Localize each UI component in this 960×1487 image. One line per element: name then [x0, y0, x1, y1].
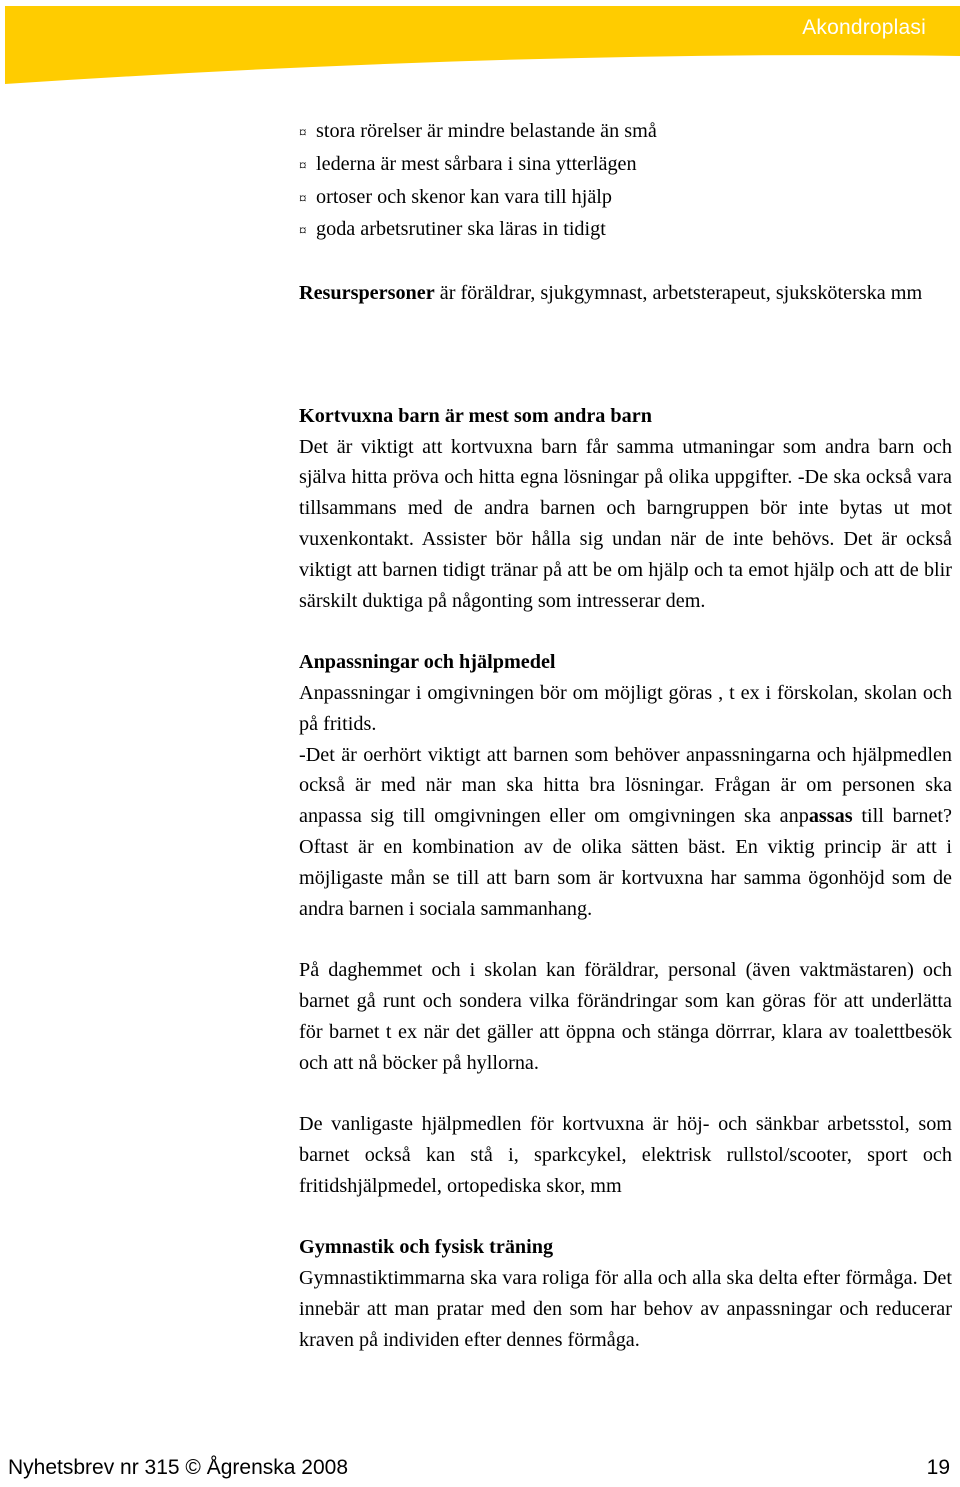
header-banner	[0, 0, 960, 90]
page-footer	[8, 1456, 950, 1480]
paragraph-hjalpmedel: De vanligaste hjälpmedlen för kortvuxna är höj- och sänkbar arbetsstol, som barnet också kan stå i, sparkcykel, elektrisk rullstol/scooter, sport och fritidshjälpmedel, ortopediska skor, mm	[299, 1113, 952, 1197]
section-heading-kortvuxna: Kortvuxna barn är mest som andra barn	[299, 404, 652, 427]
section-body-anpassningar-2	[299, 740, 952, 925]
paragraph-daghemmet: På daghemmet och i skolan kan föräldrar, personal (även vaktmästaren) och barnet gå runt och sondera vilka förändringar som kan göras för att underlätta för barnet t ex när det gäller att öppna och stänga dörrrar, klara av toalettbesök och att nå böcker på hyllorna.	[299, 959, 952, 1074]
header-title: Akondroplasi	[802, 16, 926, 39]
bullet-icon: ¤	[299, 125, 307, 141]
list-item	[299, 182, 952, 215]
resource-persons-text: är föräldrar, sjukgymnast, arbetsterapeut, sjuksköterska mm	[434, 281, 923, 304]
body-text: till barnet? Oftast är en kombination av de olika sätten bäst. En viktig princip är att i möjligaste mån se till att barn som är kortvuxna har samma ögonhöjd som de andra barnen i sociala sammanhang.	[299, 805, 952, 920]
section-body-anpassningar-1: Anpassningar i omgivningen bör om möjligt göras , t ex i förskolan, skolan och på fritids.	[299, 681, 952, 735]
bullet-icon: ¤	[299, 223, 307, 240]
bold-fragment: assas	[808, 805, 853, 828]
list-item	[299, 214, 952, 247]
body-text: -Det är oerhört viktigt att barnen som behöver anpassningarna och hjälpmedlen också är med när man ska hitta bra lösningar. Frågan är om personen ska anpassa sig till omgivningen eller om omgivningen ska anp	[299, 743, 952, 828]
list-item	[299, 149, 952, 182]
footer-publication: Nyhetsbrev nr 315 © Ågrenska 2008	[8, 1456, 348, 1479]
section-heading-anpassningar: Anpassningar och hjälpmedel	[299, 651, 556, 674]
bullet-list	[299, 116, 952, 247]
banner-shape	[0, 0, 960, 90]
resource-persons-paragraph	[299, 278, 952, 309]
list-item-text: stora rörelser är mindre belastande än små	[316, 120, 657, 142]
resource-persons-term: Resurspersoner	[299, 281, 435, 304]
list-item-text: lederna är mest sårbara i sina ytterlägen	[316, 152, 637, 175]
section-body-kortvuxna: Det är viktigt att kortvuxna barn får samma utmaningar som andra barn och själva hitta pröva och hitta egna lösningar på olika uppgifter. -De ska också vara tillsammans med de andra barnen och barngruppen bör inte bytas ut mot vuxenkontakt. Assister bör hålla sig undan när de inte behövs. Det är också viktigt att barnen tidigt tränar på att be om hjälp och ta emot hjälp och att de blir särskilt duktiga på någonting som intresserar dem.	[299, 435, 952, 612]
list-item-text: goda arbetsrutiner ska läras in tidigt	[316, 218, 606, 241]
bullet-icon: ¤	[299, 157, 307, 174]
section-body-gymnastik: Gymnastiktimmarna ska vara roliga för alla och alla ska delta efter förmåga. Det innebär att man pratar med den som har behov av anpassningar och reducerar kraven på individen efter dennes förmåga.	[299, 1267, 952, 1351]
bullet-icon: ¤	[299, 190, 307, 207]
section-heading-gymnastik: Gymnastik och fysisk träning	[299, 1236, 554, 1259]
list-item	[299, 116, 952, 149]
page-number: 19	[926, 1456, 950, 1479]
list-item-text: ortoser och skenor kan vara till hjälp	[316, 185, 612, 208]
article-content	[299, 116, 952, 1355]
